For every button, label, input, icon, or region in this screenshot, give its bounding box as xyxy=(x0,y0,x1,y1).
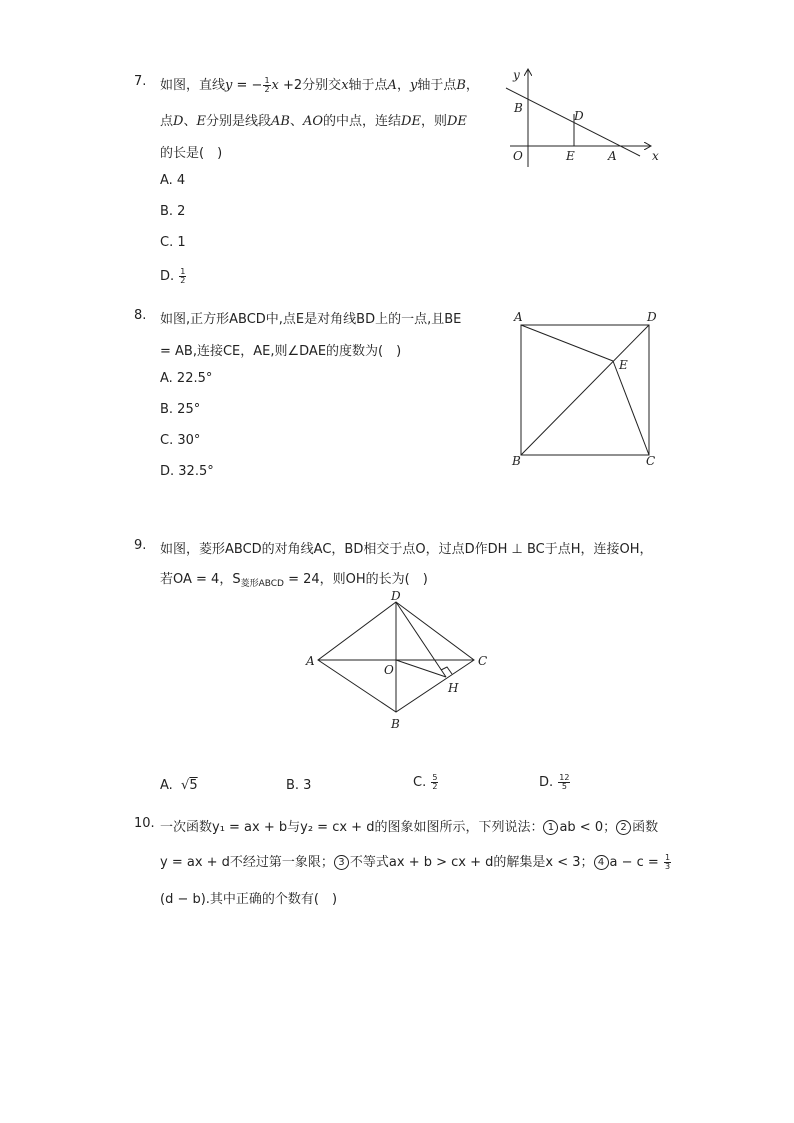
label-d: D xyxy=(391,590,401,603)
q10-line1: 一次函数y₁ = ax + b与y₂ = cx + d的图象如图所示，下列说法： 1 ab < 0； 2 函数 xyxy=(160,820,659,835)
q7-figure xyxy=(500,62,670,172)
q9-option-c[interactable]: C. $\frac{5}{2}$ xyxy=(413,773,438,791)
q8-number: 8. xyxy=(134,308,147,323)
q8-option-c[interactable]: C. 30° xyxy=(160,433,201,448)
circled-4: 4 xyxy=(594,855,609,870)
label-y: y xyxy=(513,68,520,82)
label-c: C xyxy=(478,654,488,668)
label-b: B xyxy=(391,717,400,731)
q9-option-b[interactable]: B. 3 xyxy=(286,778,312,793)
q8-option-d[interactable]: D. 32.5° xyxy=(160,464,214,479)
circled-2: 2 xyxy=(616,820,631,835)
q10-line2: y = ax + d不经过第一象限； 3 不等式ax + b > cx + d的解集是x < 3； 4 a − c = $\frac{1}{3}$ xyxy=(160,853,671,871)
label-x: x xyxy=(652,149,659,163)
label-o: O xyxy=(384,663,394,677)
label-e: E xyxy=(566,149,575,163)
label-a: A xyxy=(306,654,315,668)
label-d: D xyxy=(647,310,657,324)
q8-option-b[interactable]: B. 25° xyxy=(160,402,201,417)
q9-line2: 若OA = 4，$S_{菱形ABCD} = 24$，则OH的长为( ) xyxy=(160,572,428,589)
segment-oh xyxy=(396,660,446,677)
q7-option-b[interactable]: B. 2 xyxy=(160,204,186,219)
segment-ce xyxy=(613,361,649,455)
q7-line3: 的长是( ) xyxy=(160,146,223,161)
q7-line2: 点D、E分别是线段AB、AO的中点，连结DE，则DE xyxy=(160,114,467,129)
q7-option-c[interactable]: C. 1 xyxy=(160,235,186,250)
label-d: D xyxy=(574,109,584,123)
q9-figure xyxy=(300,590,500,735)
q8-option-a[interactable]: A. 22.5° xyxy=(160,371,213,386)
q9-line1: 如图，菱形ABCD的对角线AC，BD相交于点O，过点D作DH ⊥ BC于点H，连接OH， xyxy=(160,542,653,557)
q9-option-d[interactable]: D. $\frac{12}{5}$ xyxy=(539,773,570,791)
right-angle-mark xyxy=(441,667,452,674)
segment-ae xyxy=(521,325,613,361)
q9-number: 9. xyxy=(134,538,147,553)
q10-line3: (d − b).其中正确的个数有( ) xyxy=(160,892,338,907)
q8-line2: = AB,连接CE，AE,则∠DAE的度数为( ) xyxy=(160,344,402,359)
label-c: C xyxy=(646,454,656,468)
label-h: H xyxy=(448,681,459,695)
q9-option-a[interactable]: A. √5 xyxy=(160,778,198,793)
q10-number: 10. xyxy=(134,816,155,831)
label-o: O xyxy=(513,149,523,163)
q7-number: 7. xyxy=(134,74,147,89)
label-e: E xyxy=(619,358,628,372)
label-a: A xyxy=(514,310,523,324)
q7-option-d[interactable]: D. $\frac{1}{2}$ xyxy=(160,267,186,285)
label-b: B xyxy=(514,101,523,115)
q7-line1: 如图，直线y = − $\frac{1}{2}$ x +2分别交x轴于点A，y轴于点B， xyxy=(160,76,479,94)
q7-option-a[interactable]: A. 4 xyxy=(160,173,186,188)
diagonal-bd xyxy=(521,325,649,455)
q8-figure xyxy=(505,305,675,470)
label-a: A xyxy=(608,149,617,163)
fraction-half: $\frac{1}{2}$ xyxy=(264,76,270,94)
label-b: B xyxy=(512,454,521,468)
circled-1: 1 xyxy=(543,820,558,835)
q8-line1: 如图,正方形ABCD中,点E是对角线BD上的一点,且BE xyxy=(160,312,462,327)
segment-dh xyxy=(396,602,446,677)
circled-3: 3 xyxy=(334,855,349,870)
